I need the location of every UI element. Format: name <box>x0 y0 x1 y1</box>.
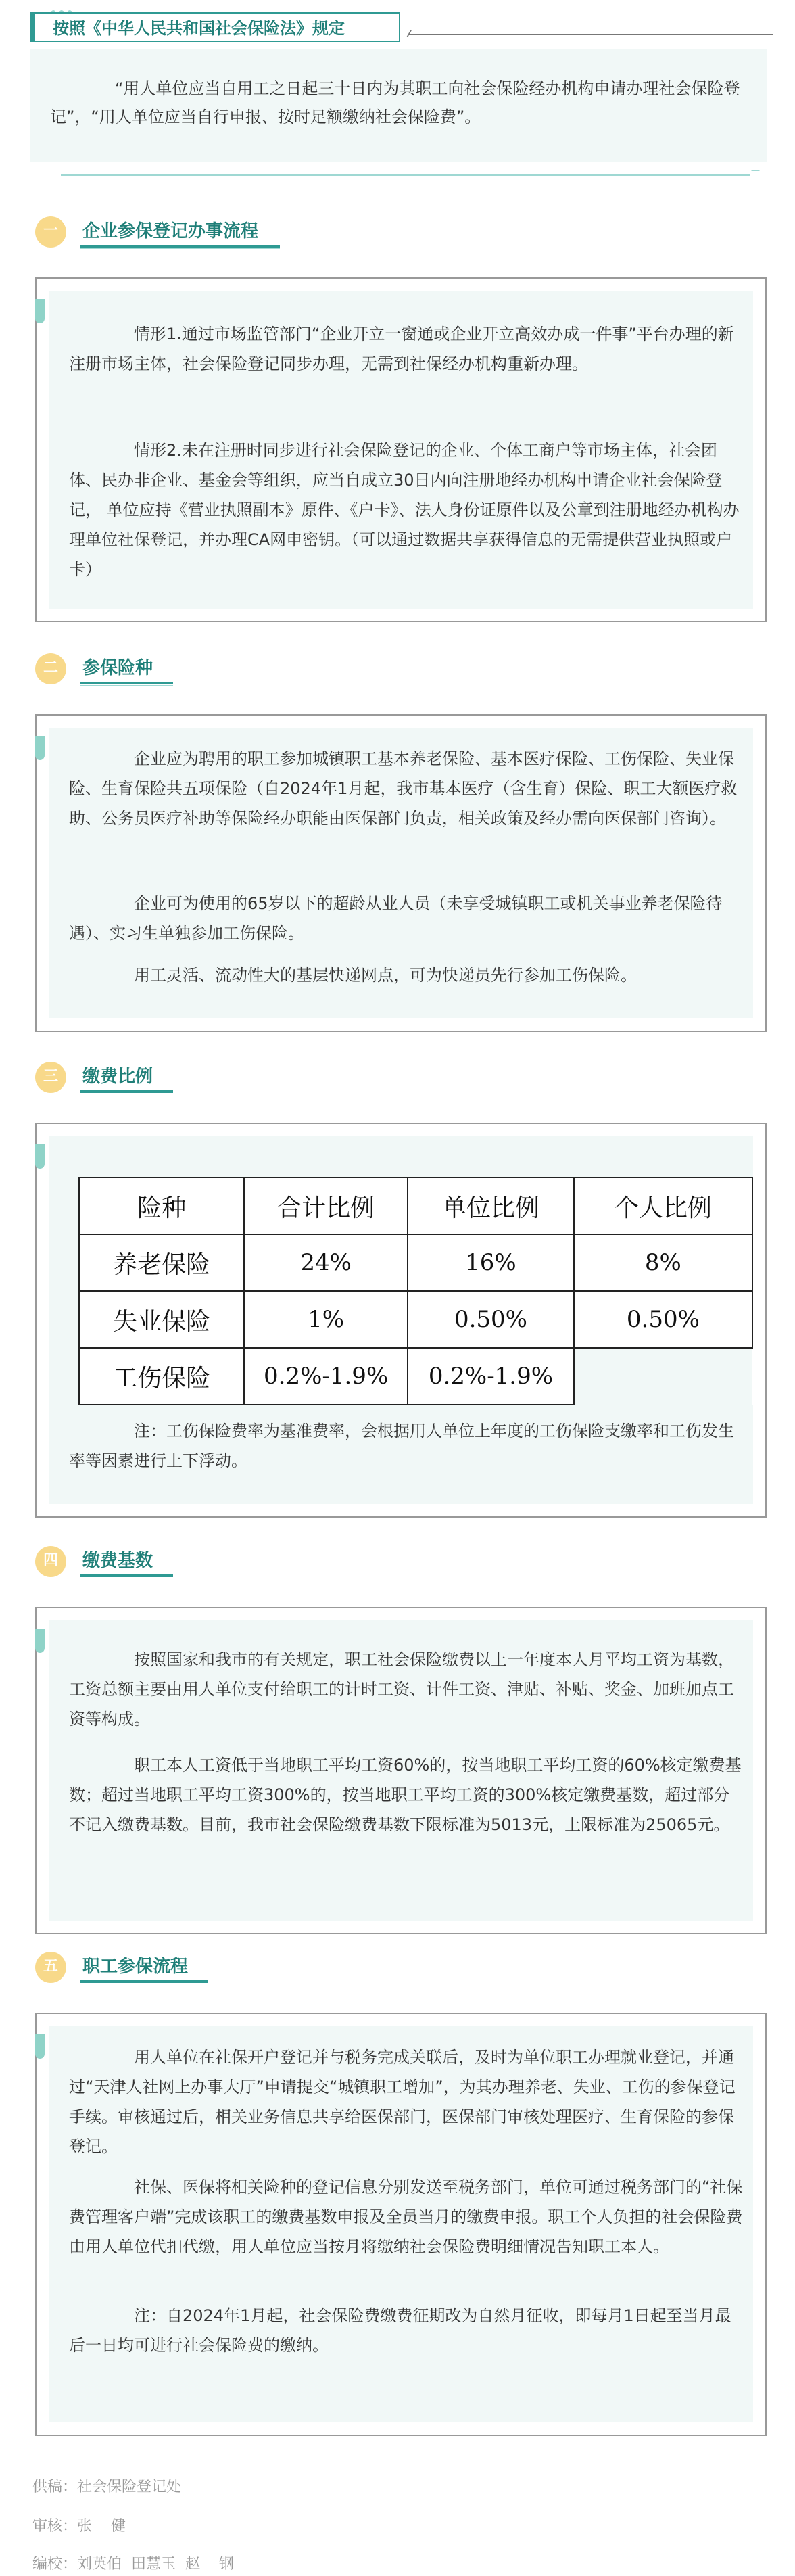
paragraph: 企业应为聘用的职工参加城镇职工基本养老保险、基本医疗保险、工伤保险、失业保险、生育保险共五项保险（自2024年1月起，我市基本医疗（含生育）保险、职工大额医疗救助、公务员医疗补助等保险经办职能由医保部门负责，相关政策及经办需向医保部门咨询）。 <box>69 749 738 828</box>
section-2-content <box>49 728 753 1018</box>
section-3-content <box>49 1136 753 1504</box>
table-header-row <box>79 1177 752 1234</box>
section-5-content <box>49 2026 753 2422</box>
section-title: 企业参保登记办事流程 <box>82 221 259 241</box>
section-title: 参保险种 <box>82 658 153 678</box>
section-number-badge: 五 <box>35 1952 66 1983</box>
section-number-badge: 三 <box>35 1062 66 1093</box>
paragraph: 情形2.未在注册时同步进行社会保险登记的企业、个体工商户等市场主体，社会团体、民办非企业、基金会等组织，应当自成立30日内向注册地经办机构申请企业社会保险登记， 单位应持《营业执照副本》原件、《户卡》、法人身份证原件以及公章到注册地经办机构办理单位社保登记，并办理CA网申密钥。（可以通过数据共享获得信息的无需提供营业执照或户卡） <box>69 441 740 579</box>
paragraph: 注：自2024年1月起，社会保险费缴费征期改为自然月征收，即每月1日起至当月最后一日均可进行社会保险费的缴纳。 <box>69 2306 731 2355</box>
table-header-cell: 个人比例 <box>574 1177 752 1234</box>
section-5-frame <box>35 2013 767 2436</box>
table-cell: 工伤保险 <box>79 1348 244 1405</box>
footer-editor: 编校：刘英伯 田慧玉 赵 钢 <box>32 2556 234 2573</box>
section-number-badge: 一 <box>35 216 66 248</box>
table-cell: 养老保险 <box>79 1234 244 1291</box>
section-2-frame <box>35 714 767 1032</box>
law-title: 按照《中华人民共和国社会保险法》规定 <box>53 19 345 38</box>
section-title-underline <box>80 1090 173 1093</box>
table-row <box>79 1234 752 1291</box>
footer-review: 审核：张 健 <box>32 2518 126 2535</box>
section-title: 缴费基数 <box>82 1551 153 1571</box>
decorative-dots <box>51 4 78 11</box>
table-cell: 0.50% <box>574 1291 752 1348</box>
header-accent-bar <box>30 12 35 42</box>
section-title-underline <box>80 1980 208 1983</box>
header-divider-line <box>408 34 773 35</box>
footer-supply: 供稿：社会保险登记处 <box>32 2479 182 2496</box>
frame-bookmark-tab <box>35 736 45 760</box>
law-quote-box <box>30 49 767 162</box>
table-cell: 0.50% <box>408 1291 574 1348</box>
section-title-underline <box>80 245 280 248</box>
section-4-frame <box>35 1607 767 1934</box>
section-title-underline <box>80 682 173 684</box>
table-cell: 8% <box>574 1234 752 1291</box>
table-cell: 0.2%-1.9% <box>244 1348 408 1405</box>
section-header-3 <box>35 1056 373 1097</box>
frame-bookmark-tab <box>35 2034 45 2059</box>
table-cell: 16% <box>408 1234 574 1291</box>
law-bottom-divider <box>61 174 750 176</box>
section-header-2 <box>35 648 373 688</box>
paragraph: 情形1.通过市场监管部门“企业开立一窗通或企业开立高效办成一件事”平台办理的新注册市场主体，社会保险登记同步办理，无需到社保经办机构重新办理。 <box>69 325 734 373</box>
paragraph: 按照国家和我市的有关规定，职工社会保险缴费以上一年度本人月平均工资为基数，工资总额主要由用人单位支付给职工的计时工资、计件工资、津贴、补贴、奖金、加班加点工资等构成。 <box>69 1650 734 1729</box>
paragraph: 职工本人工资低于当地职工平均工资60%的，按当地职工平均工资的60%核定缴费基数；超过当地职工平均工资300%的，按当地职工平均工资的300%核定缴费基数，超过部分不记入缴费基数。目前，我市社会保险缴费基数下限标准为5013元，上限标准为25065元。 <box>69 1756 742 1834</box>
table-header-cell: 险种 <box>79 1177 244 1234</box>
section-1-frame <box>35 277 767 622</box>
table-row <box>79 1291 752 1348</box>
table-cell: 24% <box>244 1234 408 1291</box>
table-cell: 1% <box>244 1291 408 1348</box>
section-3-frame <box>35 1123 767 1518</box>
table-header-cell: 单位比例 <box>408 1177 574 1234</box>
frame-bookmark-tab <box>35 1629 45 1653</box>
section-header-4 <box>35 1541 373 1581</box>
section-number-badge: 二 <box>35 653 66 684</box>
section-title-underline <box>80 1574 173 1577</box>
table-header-cell: 合计比例 <box>244 1177 408 1234</box>
section-header-1 <box>35 211 373 252</box>
law-title-box <box>35 12 400 42</box>
paragraph: 用工灵活、流动性大的基层快递网点，可为快递员先行参加工伤保险。 <box>134 966 637 985</box>
frame-bookmark-tab <box>35 1144 45 1169</box>
table-note: 注：工伤保险费率为基准费率，会根据用人单位上年度的工伤保险支缴率和工伤发生率等因素进行上下浮动。 <box>69 1422 734 1470</box>
contribution-rate-table <box>78 1177 753 1405</box>
section-header-5 <box>35 1946 373 1987</box>
law-header <box>30 7 767 47</box>
table-cell: 失业保险 <box>79 1291 244 1348</box>
section-1-content <box>49 291 753 609</box>
section-title: 职工参保流程 <box>82 1957 189 1977</box>
table-cell: 0.2%-1.9% <box>408 1348 574 1405</box>
section-4-content <box>49 1620 753 1921</box>
paragraph: 用人单位在社保开户登记并与税务完成关联后，及时为单位职工办理就业登记，并通过“天津人社网上办事大厅”申请提交“城镇职工增加”，为其办理养老、失业、工伤的参保登记手续。审核通过后，相关业务信息共享给医保部门，医保部门审核处理医疗、生育保险的参保登记。 <box>69 2048 736 2156</box>
law-quote-text: “用人单位应当自用工之日起三十日内为其职工向社会保险经办机构申请办理社会保险登记”，“用人单位应当自行申报、按时足额缴纳社会保险费”。 <box>50 79 740 126</box>
section-title: 缴费比例 <box>82 1067 153 1087</box>
table-cell <box>574 1348 752 1405</box>
section-number-badge: 四 <box>35 1546 66 1577</box>
paragraph: 企业可为使用的65岁以下的超龄从业人员（未享受城镇职工或机关事业养老保险待遇）、实习生单独参加工伤保险。 <box>69 894 723 943</box>
table-row <box>79 1348 752 1405</box>
paragraph: 社保、医保将相关险种的登记信息分别发送至税务部门，单位可通过税务部门的“社保费管理客户端”完成该职工的缴费基数申报及全员当月的缴费申报。职工个人负担的社会保险费由用人单位代扣代缴，用人单位应当按月将缴纳社会保险费明细情况告知职工本人。 <box>69 2178 743 2256</box>
frame-bookmark-tab <box>35 299 45 323</box>
